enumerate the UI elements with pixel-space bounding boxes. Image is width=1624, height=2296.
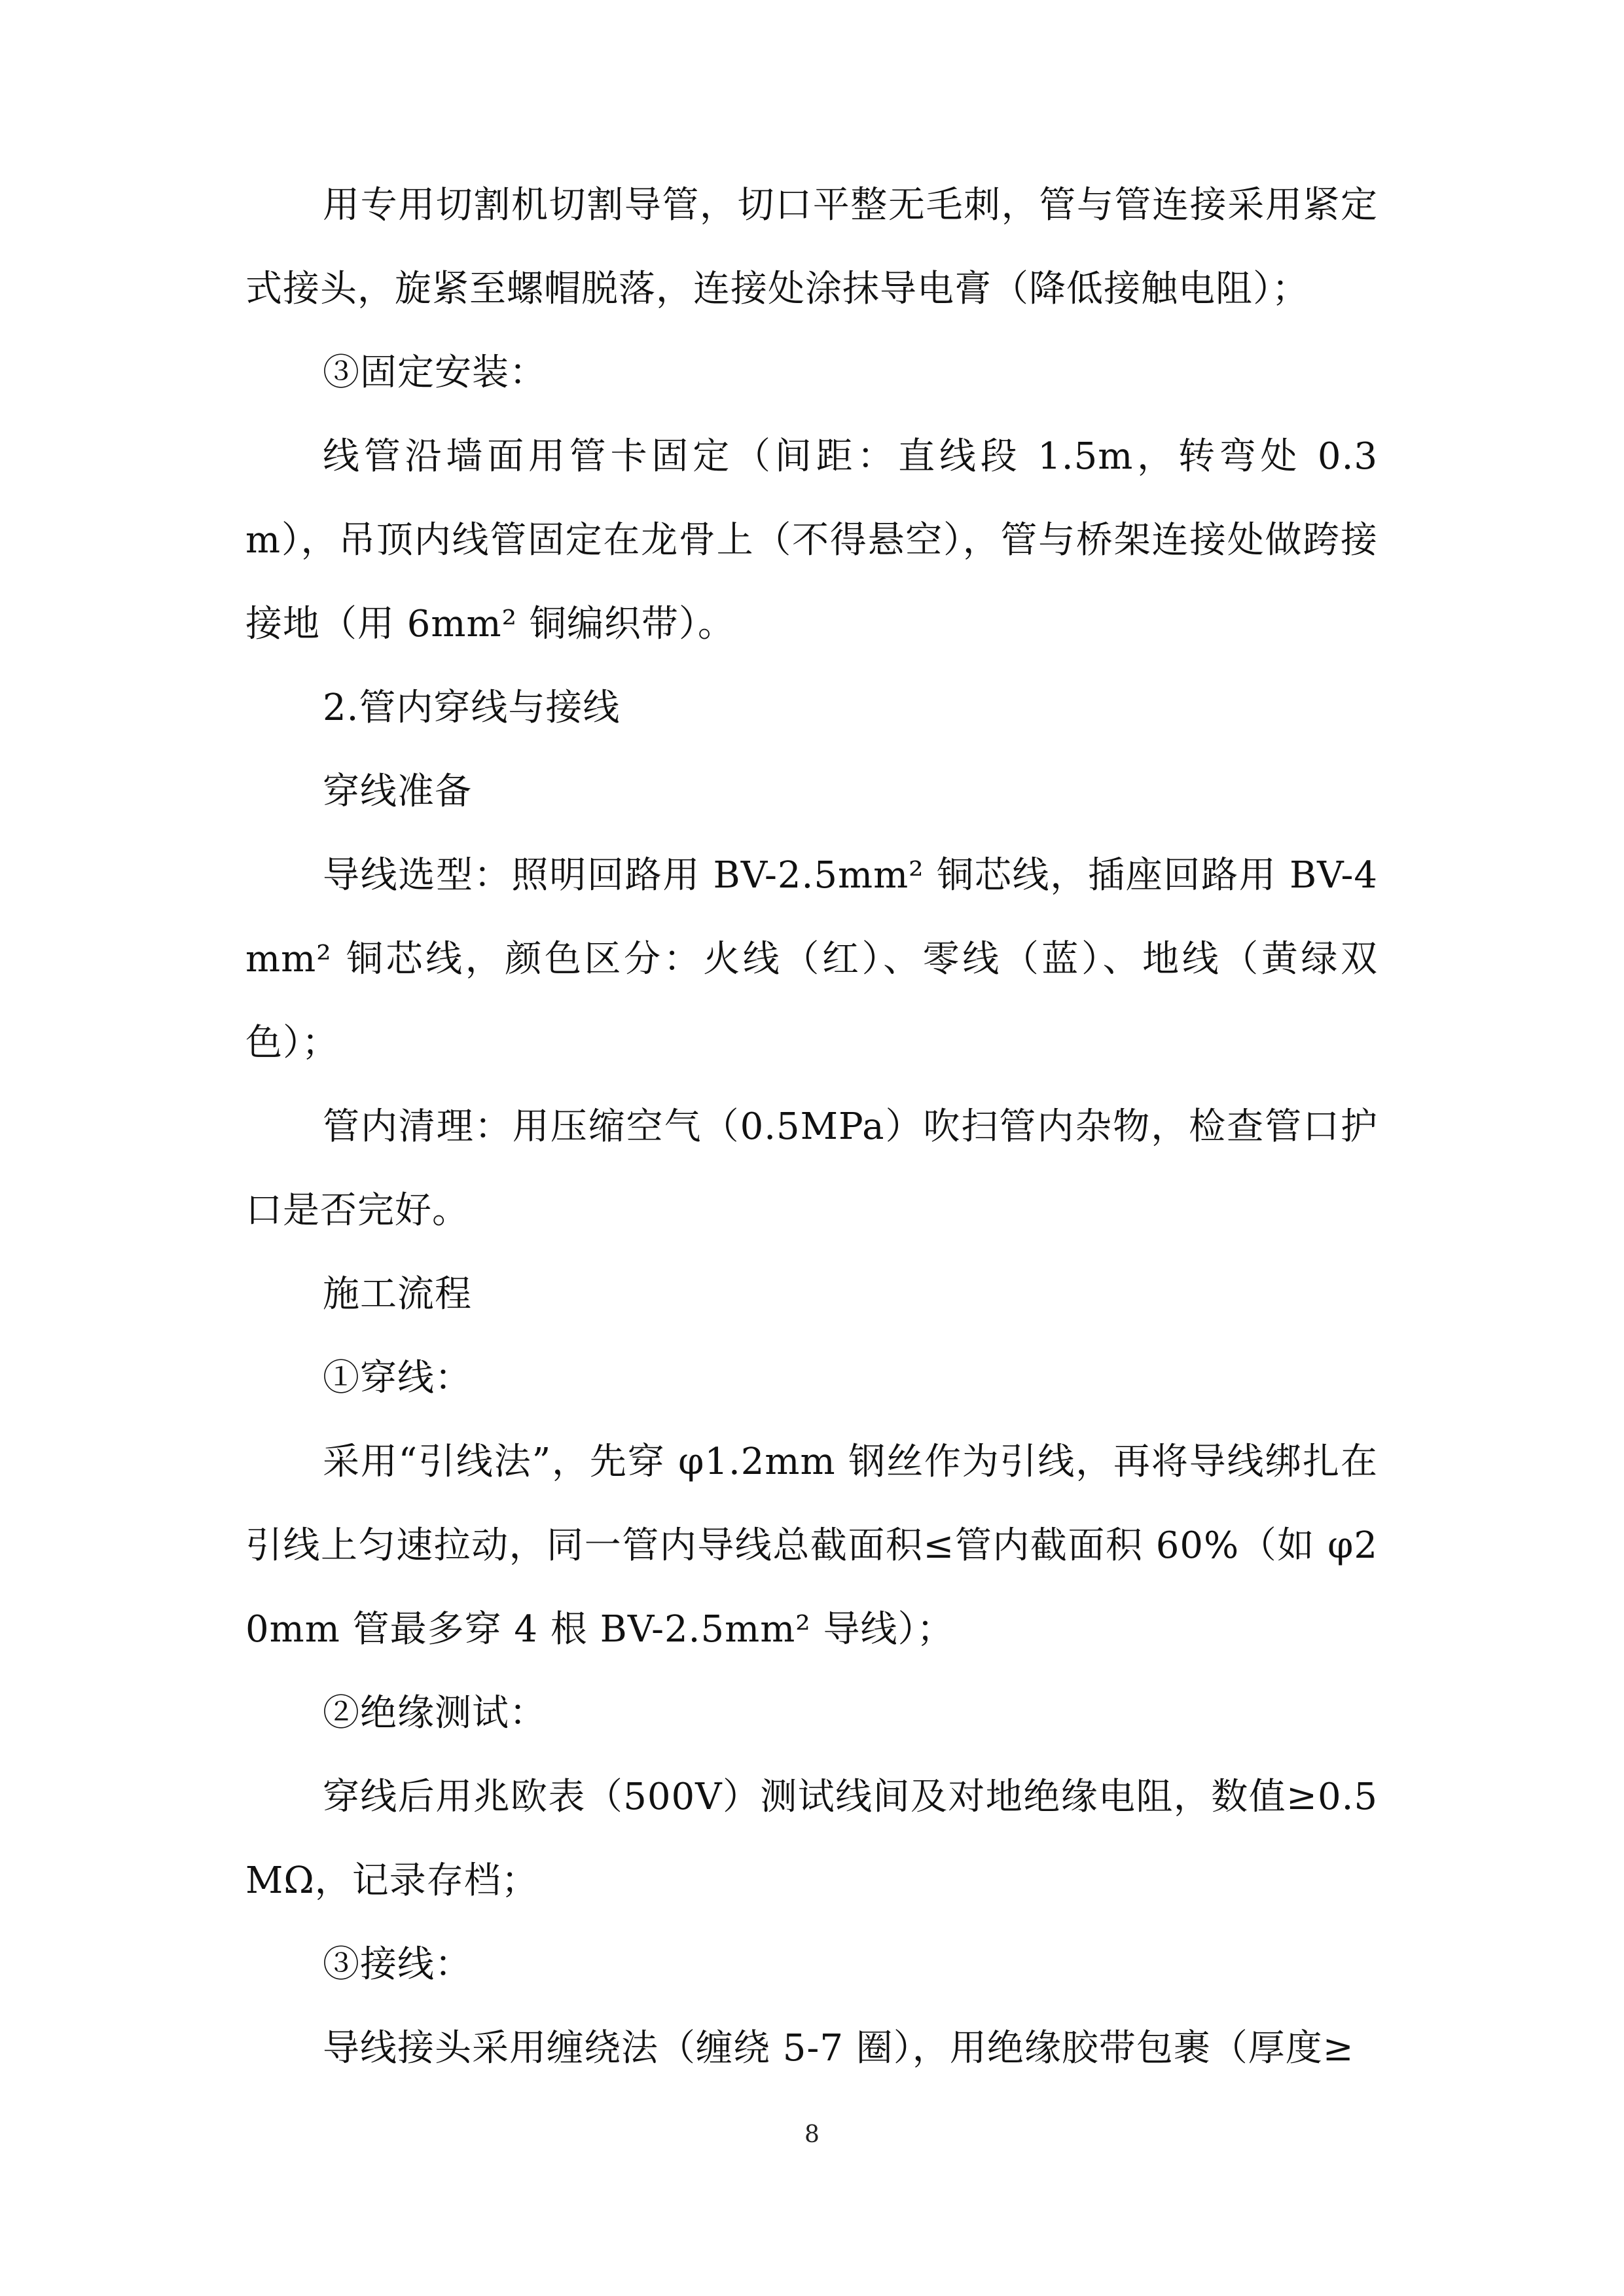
paragraph-insulation-heading: ②绝缘测试： (323, 1692, 547, 1734)
paragraph-insulation-details: 穿线后用兆欧表（500V）测试线间及对地绝缘电阻，数值≥0.5MΩ，记录存档； (245, 1776, 1378, 1902)
page-number: 8 (804, 2121, 820, 2148)
subheading-process: 施工流程 (323, 1273, 472, 1316)
paragraph-fixing-details: 线管沿墙面用管卡固定（间距：直线段 1.5m，转弯处 0.3m），吊顶内线管固定在龙骨上（不得悬空），管与桥架连接处做跨接接地（用 6mm² 铜编织带）。 (245, 435, 1378, 645)
paragraph-threading-heading: ①穿线： (323, 1357, 472, 1399)
paragraph-cutting-joints: 用专用切割机切割导管，切口平整无毛刺，管与管连接采用紧定式接头，旋紧至螺帽脱落，连接处涂抹导电膏（降低接触电阻）； (245, 184, 1378, 310)
paragraph-wire-selection: 导线选型：照明回路用 BV-2.5mm² 铜芯线，插座回路用 BV-4mm² 铜芯线，颜色区分：火线（红）、零线（蓝）、地线（黄绿双色）； (245, 854, 1378, 1064)
section-heading-wiring: 2.管内穿线与接线 (323, 687, 621, 729)
paragraph-connection-details: 导线接头采用缠绕法（缠绕 5-7 圈），用绝缘胶带包裹（厚度≥ (323, 2027, 1354, 2070)
paragraph-conduit-cleaning: 管内清理：用压缩空气（0.5MPa）吹扫管内杂物，检查管口护口是否完好。 (245, 1105, 1378, 1232)
paragraph-threading-details: 采用“引线法”，先穿 φ1.2mm 钢丝作为引线，再将导线绑扎在引线上匀速拉动，同一管内导线总截面积≤管内截面积 60%（如 φ20mm 管最多穿 4 根 BV-2.5mm² 导线）； (245, 1441, 1378, 1651)
paragraph-fixing-heading: ③固定安装： (323, 351, 547, 394)
subheading-preparation: 穿线准备 (323, 770, 472, 813)
paragraph-connection-heading: ③接线： (323, 1943, 472, 1986)
document-body (245, 164, 1378, 2090)
